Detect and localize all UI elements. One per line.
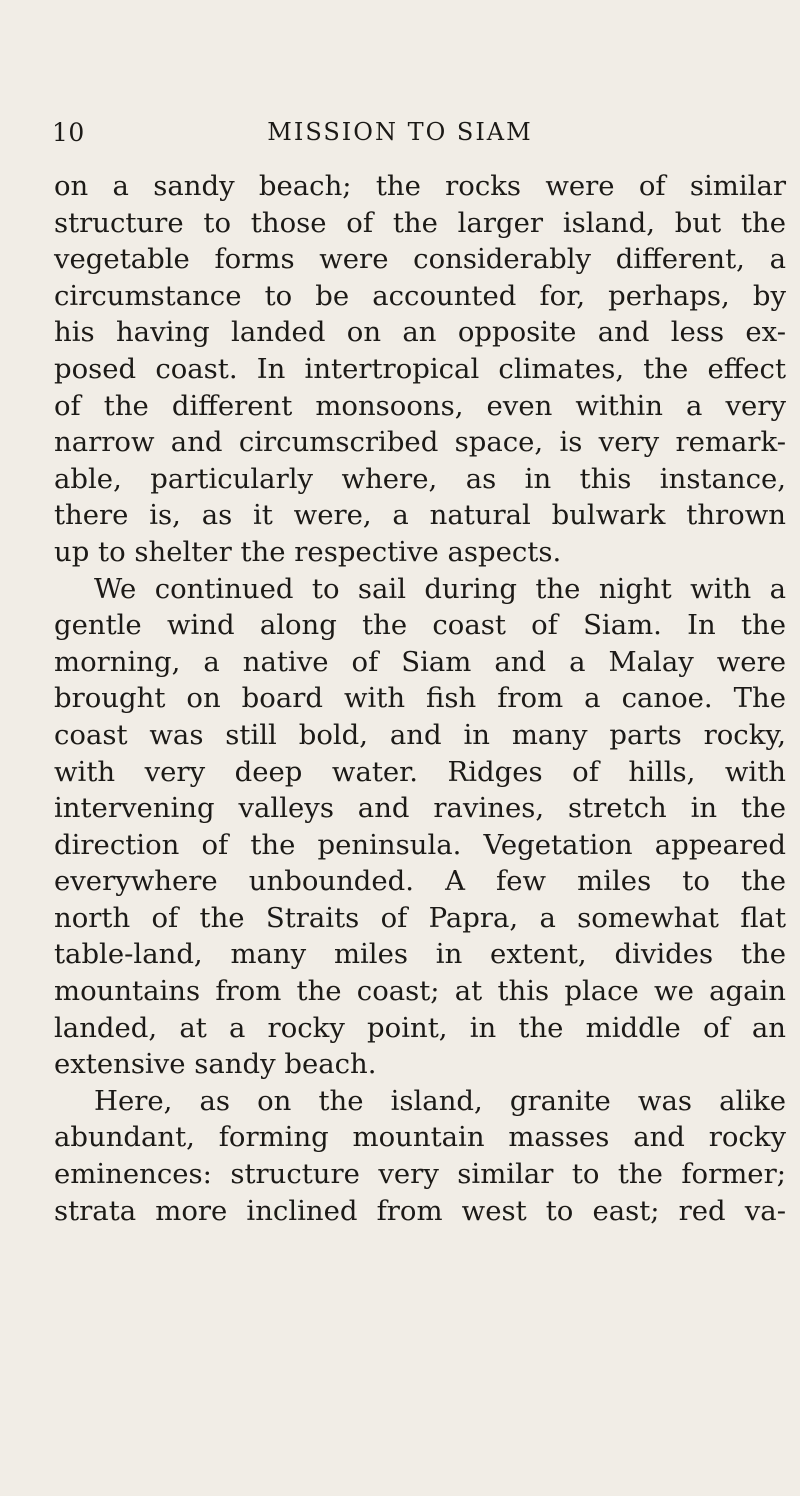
text-line: mountains from the coast; at this place we again <box>54 975 786 1008</box>
text-line: morning, a native of Siam and a Malay were <box>54 645 786 678</box>
text-line: posed coast. In intertropical climates, the effect <box>54 352 786 385</box>
text-line: brought on board with fish from a canoe. The <box>54 682 786 715</box>
text-line: eminences: structure very similar to the former; <box>54 1158 786 1191</box>
text-line: north of the Straits of Papra, a somewhat flat <box>54 901 786 934</box>
text-line: gentle wind along the coast of Siam. In the <box>54 609 786 642</box>
paragraph-end-line: up to shelter the respective aspects. <box>54 535 562 568</box>
paragraph-start-line: We continued to sail during the night with a <box>94 572 786 605</box>
text-line: coast was still bold, and in many parts rocky, <box>54 718 786 751</box>
text-line: intervening valleys and ravines, stretch in the <box>54 792 786 825</box>
paragraph-start-line: Here, as on the island, granite was alike <box>94 1084 786 1117</box>
text-line: with very deep water. Ridges of hills, with <box>54 755 786 788</box>
text-line: on a sandy beach; the rocks were of similar <box>54 170 786 202</box>
running-title: MISSION TO SIAM <box>267 118 533 146</box>
text-line: strata more inclined from west to east; red va- <box>54 1194 786 1227</box>
text-line: narrow and circumscribed space, is very remark- <box>54 426 786 459</box>
text-line: structure to those of the larger island, but the <box>54 206 786 239</box>
page-number: 10 <box>52 118 85 147</box>
text-line: of the different monsoons, even within a very <box>54 389 786 422</box>
text-line: direction of the peninsula. Vegetation appeared <box>54 828 786 861</box>
text-line: everywhere unbounded. A few miles to the <box>54 865 786 898</box>
body-text <box>54 168 786 1229</box>
text-line: his having landed on an opposite and less ex- <box>54 316 786 349</box>
text-line: vegetable forms were considerably different, a <box>54 243 786 276</box>
text-line: table-land, many miles in extent, divides the <box>54 938 786 971</box>
text-line: abundant, forming mountain masses and rocky <box>54 1121 786 1154</box>
text-line: able, particularly where, as in this instance, <box>54 462 786 495</box>
text-line: landed, at a rocky point, in the middle of an <box>54 1011 786 1044</box>
text-line: there is, as it were, a natural bulwark thrown <box>54 499 786 532</box>
text-line: circumstance to be accounted for, perhaps, by <box>54 279 786 312</box>
paragraph-end-line: extensive sandy beach. <box>54 1048 377 1081</box>
running-head <box>0 108 800 148</box>
